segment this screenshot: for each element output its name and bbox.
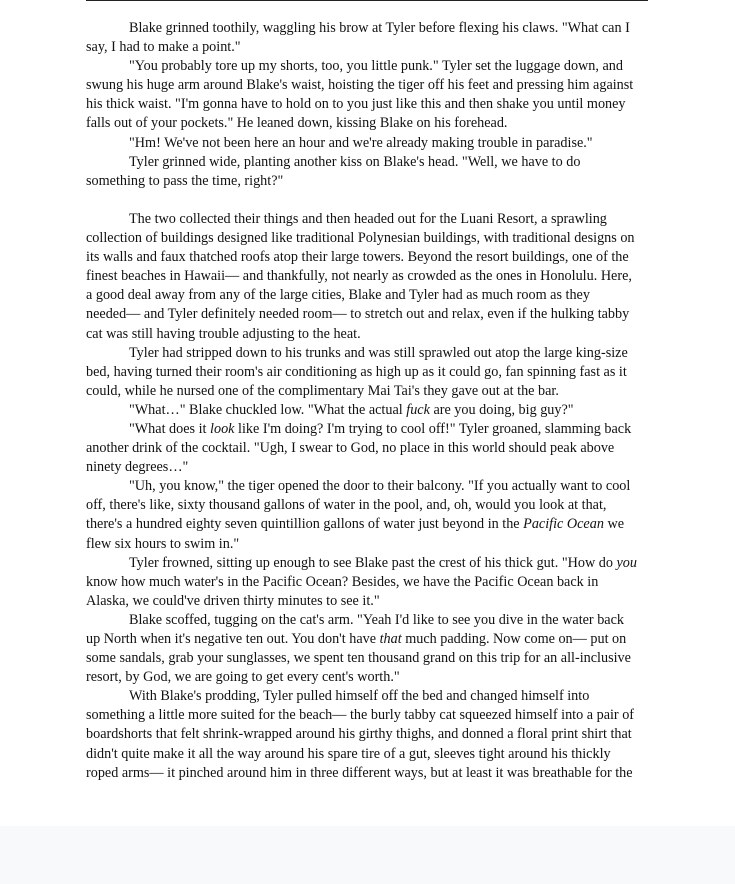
text-line: another drink of the cocktail. "Ugh, I swear to God, no place in this world should peak above bbox=[86, 440, 615, 457]
text-line: up North when it's negative ten out. You don't have that much padding. Now come on— put on bbox=[86, 631, 627, 647]
text-line: swung his huge arm around Blake's waist, hoisting the tiger off his feet and pressing him against bbox=[86, 77, 634, 94]
text-line: Alaska, we could've driven thirty minutes to see it." bbox=[86, 592, 380, 609]
text-line: "What does it look like I'm doing? I'm trying to cool off!" Tyler groaned, slamming back bbox=[129, 420, 632, 437]
paragraph bbox=[86, 134, 648, 153]
text-line: didn't quite make it all the way around his spare tire of a gut, sleeves tight around his thickly bbox=[86, 745, 611, 762]
text-line: Tyler frowned, sitting up enough to see Blake past the crest of his thick gut. "How do you bbox=[129, 554, 637, 571]
text-line: cat was still having trouble adjusting to the heat. bbox=[86, 325, 361, 342]
paragraph bbox=[86, 554, 648, 611]
text-line: his thick waist. "I'm gonna have to hold on to you just like this and then shake you until money bbox=[86, 96, 626, 113]
text-line: "Uh, you know," the tiger opened the door to their balcony. "If you actually want to cool bbox=[129, 478, 631, 495]
text-line: off, there's like, sixty thousand gallons of water in the pool, and, oh, would you look at that, bbox=[86, 497, 607, 514]
text-line: something to pass the time, right?" bbox=[86, 172, 284, 189]
paragraph bbox=[86, 420, 648, 477]
text-line: Tyler had stripped down to his trunks and was still sprawled out atop the large king-size bbox=[129, 344, 628, 361]
text-line: "You probably tore up my shorts, too, you little punk." Tyler set the luggage down, and bbox=[129, 58, 623, 75]
paragraph bbox=[86, 344, 648, 401]
text-line: resort, by God, we are going to get every cent's worth." bbox=[86, 669, 400, 686]
paragraph bbox=[86, 210, 648, 344]
text-line: there's a hundred eighty seven quintillion gallons of water just beyond in the Pacific Ocean we bbox=[86, 516, 625, 533]
text-line: needed— and Tyler definitely needed room— to stretch out and relax, even if the hulking tabby bbox=[86, 306, 630, 323]
text-line: collection of buildings designed like traditional Polynesian buildings, with traditional designs on bbox=[86, 230, 635, 247]
text-line: could, while he nursed one of the complimentary Mai Tai's they gave out at the bar. bbox=[86, 382, 559, 399]
text-line: ninety degrees…" bbox=[86, 459, 189, 476]
text-line: Tyler grinned wide, planting another kiss on Blake's head. "Well, we have to do bbox=[129, 153, 581, 170]
paragraph bbox=[86, 477, 648, 553]
text-line: falls out of your pockets." He leaned down, kissing Blake on his forehead. bbox=[86, 115, 508, 132]
paragraph bbox=[86, 687, 648, 782]
text-line: a good deal away from any of the large cities, Blake and Tyler had as much room as they bbox=[86, 287, 590, 304]
text-line: finest beaches in Hawaii— and thankfully, not nearly as crowded as the ones in Honolulu. Here, bbox=[86, 268, 632, 285]
text-line: boardshorts that felt shrink-wrapped around his girthy thighs, and donned a floral print shirt that bbox=[86, 726, 632, 743]
paragraph bbox=[86, 57, 648, 133]
paragraph bbox=[86, 19, 648, 57]
text-line: roped arms— it pinched around him in three different ways, but at least it was breathable for the bbox=[86, 764, 633, 781]
text-line: bed, having turned their room's air conditioning as high up as it could go, fan spinning fast as it bbox=[86, 363, 627, 380]
text-line: Blake scoffed, tugging on the cat's arm. "Yeah I'd like to see you dive in the water back bbox=[129, 611, 624, 628]
text-line: Blake grinned toothily, waggling his brow at Tyler before flexing his claws. "What can I bbox=[129, 20, 630, 36]
section-break bbox=[86, 191, 648, 210]
text-line: With Blake's prodding, Tyler pulled himself off the bed and changed himself into bbox=[129, 688, 590, 705]
text-line: "Hm! We've not been here an hour and we're already making trouble in paradise." bbox=[129, 134, 593, 151]
paragraph bbox=[86, 401, 648, 420]
text-line: something a little more suited for the beach— the burly tabby cat squeezed himself into a pair of bbox=[86, 707, 635, 724]
text-line: its walls and faux thatched roofs atop their large towers. Beyond the resort buildings, one of the bbox=[86, 249, 629, 266]
paragraph bbox=[86, 611, 648, 687]
story-text bbox=[86, 19, 648, 783]
viewer-background bbox=[0, 826, 735, 884]
text-line: "What…" Blake chuckled low. "What the actual fuck are you doing, big guy?" bbox=[129, 401, 574, 418]
text-line: know how much water's in the Pacific Ocean? Besides, we have the Pacific Ocean back in bbox=[86, 573, 599, 590]
text-line: say, I had to make a point." bbox=[86, 39, 241, 56]
page-top-rule bbox=[86, 0, 648, 1]
text-line: flew six hours to swim in." bbox=[86, 535, 240, 552]
text-line: The two collected their things and then headed out for the Luani Resort, a sprawling bbox=[129, 210, 607, 227]
paragraph bbox=[86, 153, 648, 191]
text-line: some sandals, grab your sunglasses, we spent ten thousand grand on this trip for an all-inclusive bbox=[86, 650, 631, 667]
